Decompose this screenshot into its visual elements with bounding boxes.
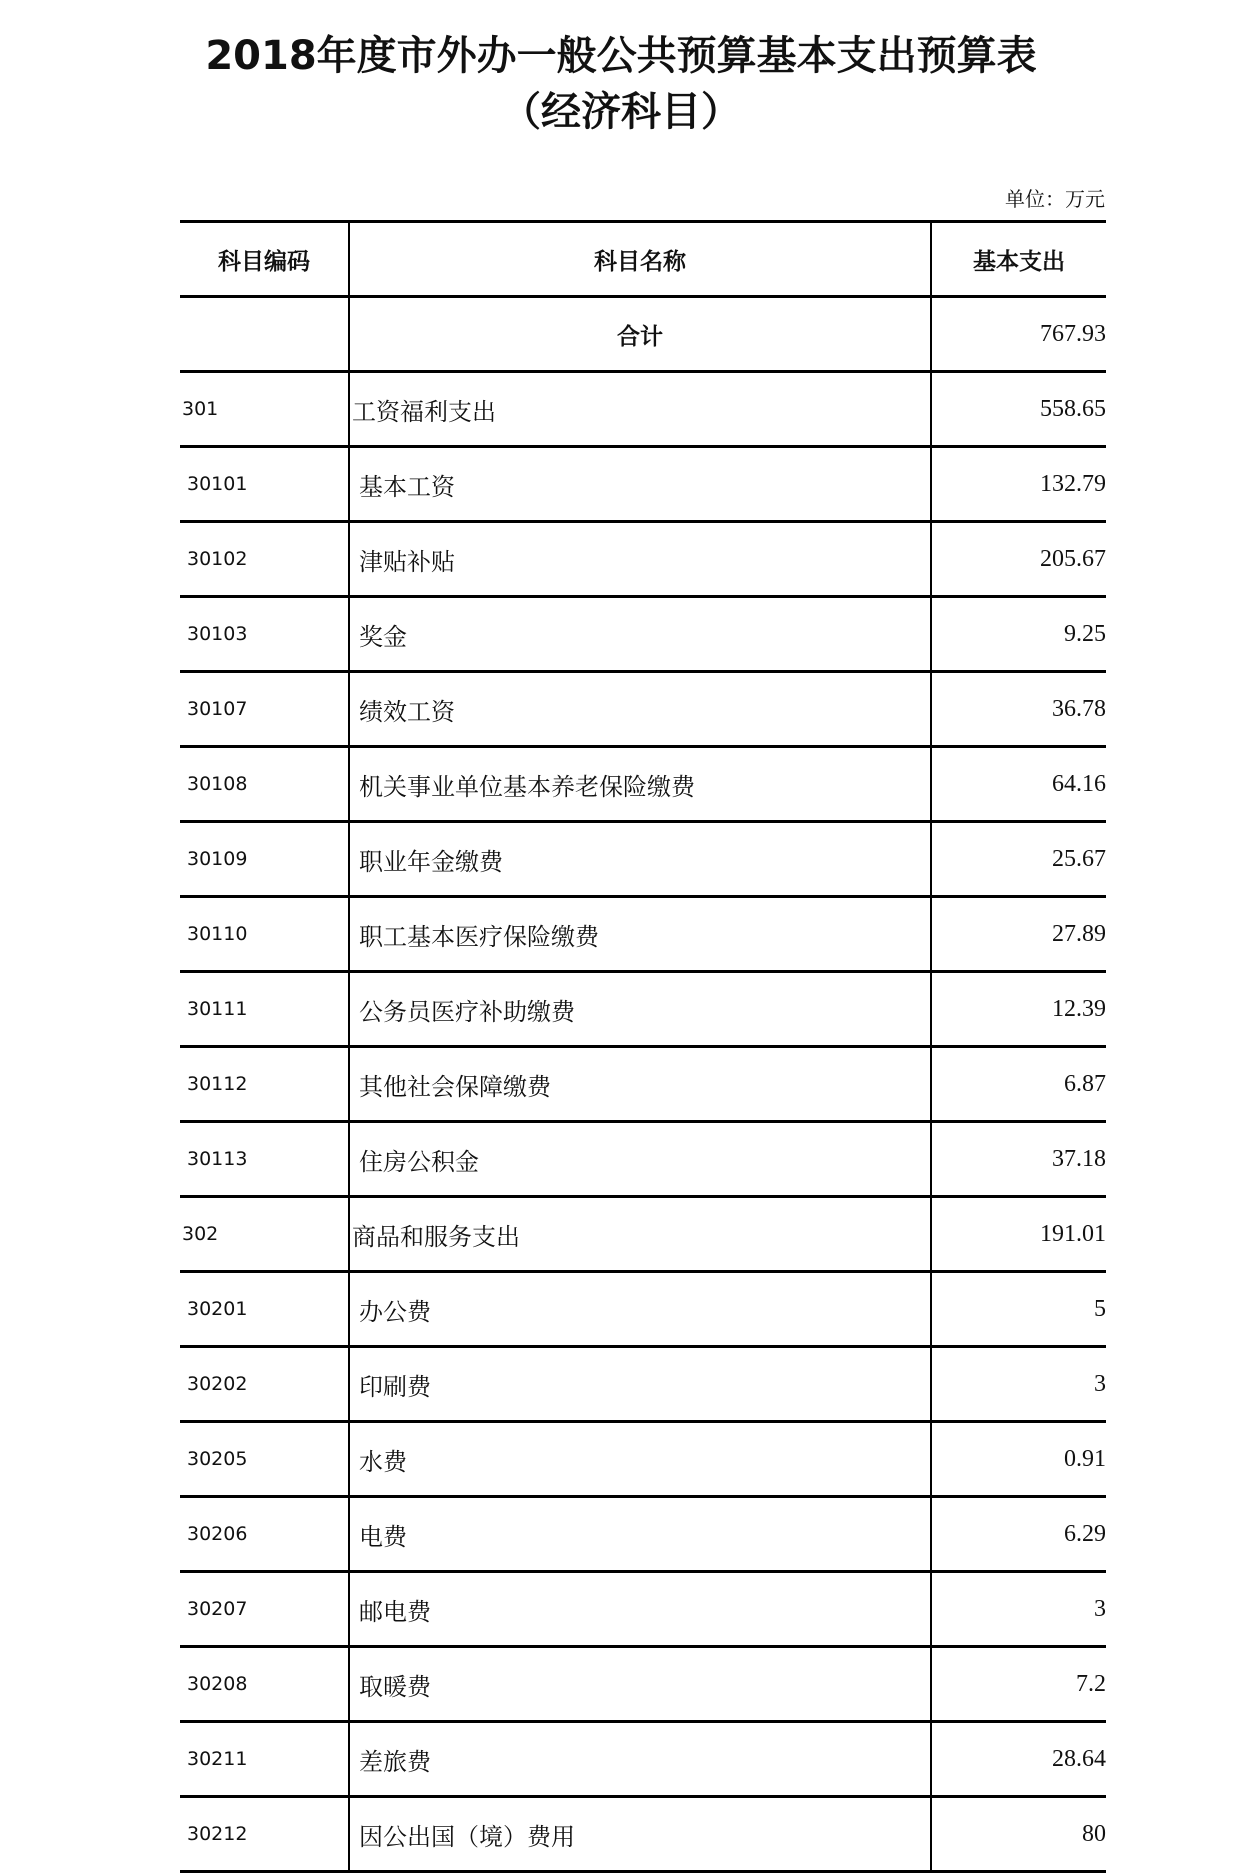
row-code: 30108 xyxy=(180,747,349,822)
row-amount: 3 xyxy=(931,1572,1106,1647)
table-row xyxy=(180,1272,1106,1347)
row-code: 30109 xyxy=(180,822,349,897)
total-label: 合计 xyxy=(349,297,931,372)
row-name: 住房公积金 xyxy=(349,1122,931,1197)
table-row xyxy=(180,1722,1106,1797)
table-row xyxy=(180,597,1106,672)
table-row xyxy=(180,1497,1106,1572)
row-amount: 205.67 xyxy=(931,522,1106,597)
unit-label: 单位：万元 xyxy=(1005,187,1105,211)
row-code: 30111 xyxy=(180,972,349,1047)
page-subtitle: （经济科目） xyxy=(501,89,741,135)
row-amount: 28.64 xyxy=(931,1722,1106,1797)
table-row xyxy=(180,672,1106,747)
row-amount: 6.29 xyxy=(931,1497,1106,1572)
table-row xyxy=(180,897,1106,972)
table-row xyxy=(180,1197,1106,1272)
row-name: 办公费 xyxy=(349,1272,931,1347)
header-amount: 基本支出 xyxy=(931,222,1106,297)
row-amount: 64.16 xyxy=(931,747,1106,822)
row-code: 30206 xyxy=(180,1497,349,1572)
table-row xyxy=(180,1347,1106,1422)
table-row xyxy=(180,1122,1106,1197)
table-header-row xyxy=(180,222,1106,297)
row-name: 取暖费 xyxy=(349,1647,931,1722)
table-row xyxy=(180,1047,1106,1122)
row-name: 机关事业单位基本养老保险缴费 xyxy=(349,747,931,822)
row-name: 邮电费 xyxy=(349,1572,931,1647)
budget-table xyxy=(180,220,1106,1873)
table-row xyxy=(180,372,1106,447)
table-row xyxy=(180,972,1106,1047)
row-amount: 25.67 xyxy=(931,822,1106,897)
row-amount: 37.18 xyxy=(931,1122,1106,1197)
row-name: 其他社会保障缴费 xyxy=(349,1047,931,1122)
table-row xyxy=(180,747,1106,822)
row-code: 30102 xyxy=(180,522,349,597)
row-amount: 7.2 xyxy=(931,1647,1106,1722)
row-name: 电费 xyxy=(349,1497,931,1572)
row-name: 工资福利支出 xyxy=(349,372,931,447)
table-row xyxy=(180,1647,1106,1722)
row-name: 职业年金缴费 xyxy=(349,822,931,897)
header-code: 科目编码 xyxy=(180,222,349,297)
row-amount: 80 xyxy=(931,1797,1106,1872)
row-amount: 6.87 xyxy=(931,1047,1106,1122)
page-title: 2018年度市外办一般公共预算基本支出预算表 xyxy=(205,33,1037,79)
row-amount: 3 xyxy=(931,1347,1106,1422)
row-code: 30107 xyxy=(180,672,349,747)
row-amount: 558.65 xyxy=(931,372,1106,447)
row-code: 30101 xyxy=(180,447,349,522)
row-amount: 5 xyxy=(931,1272,1106,1347)
row-code: 30202 xyxy=(180,1347,349,1422)
row-name: 因公出国（境）费用 xyxy=(349,1797,931,1872)
row-amount: 0.91 xyxy=(931,1422,1106,1497)
row-code: 30201 xyxy=(180,1272,349,1347)
row-name: 津贴补贴 xyxy=(349,522,931,597)
total-row xyxy=(180,297,1106,372)
row-code: 30205 xyxy=(180,1422,349,1497)
table-row xyxy=(180,1572,1106,1647)
row-name: 公务员医疗补助缴费 xyxy=(349,972,931,1047)
header-name: 科目名称 xyxy=(349,222,931,297)
row-code: 30208 xyxy=(180,1647,349,1722)
row-code: 301 xyxy=(180,372,349,447)
row-amount: 132.79 xyxy=(931,447,1106,522)
row-amount: 191.01 xyxy=(931,1197,1106,1272)
row-name: 差旅费 xyxy=(349,1722,931,1797)
table-row xyxy=(180,447,1106,522)
row-name: 职工基本医疗保险缴费 xyxy=(349,897,931,972)
table-row xyxy=(180,1422,1106,1497)
row-code: 30211 xyxy=(180,1722,349,1797)
row-code: 30110 xyxy=(180,897,349,972)
row-code: 30113 xyxy=(180,1122,349,1197)
row-amount: 27.89 xyxy=(931,897,1106,972)
row-code: 302 xyxy=(180,1197,349,1272)
row-name: 印刷费 xyxy=(349,1347,931,1422)
row-code: 30207 xyxy=(180,1572,349,1647)
row-amount: 9.25 xyxy=(931,597,1106,672)
row-amount: 12.39 xyxy=(931,972,1106,1047)
table-row xyxy=(180,522,1106,597)
row-code: 30112 xyxy=(180,1047,349,1122)
row-name: 绩效工资 xyxy=(349,672,931,747)
row-amount: 36.78 xyxy=(931,672,1106,747)
row-name: 商品和服务支出 xyxy=(349,1197,931,1272)
table-row xyxy=(180,1797,1106,1872)
row-code: 30103 xyxy=(180,597,349,672)
row-name: 水费 xyxy=(349,1422,931,1497)
row-name: 基本工资 xyxy=(349,447,931,522)
row-name: 奖金 xyxy=(349,597,931,672)
total-amount: 767.93 xyxy=(931,297,1106,372)
row-code: 30212 xyxy=(180,1797,349,1872)
total-code-cell xyxy=(180,297,349,372)
table-row xyxy=(180,822,1106,897)
